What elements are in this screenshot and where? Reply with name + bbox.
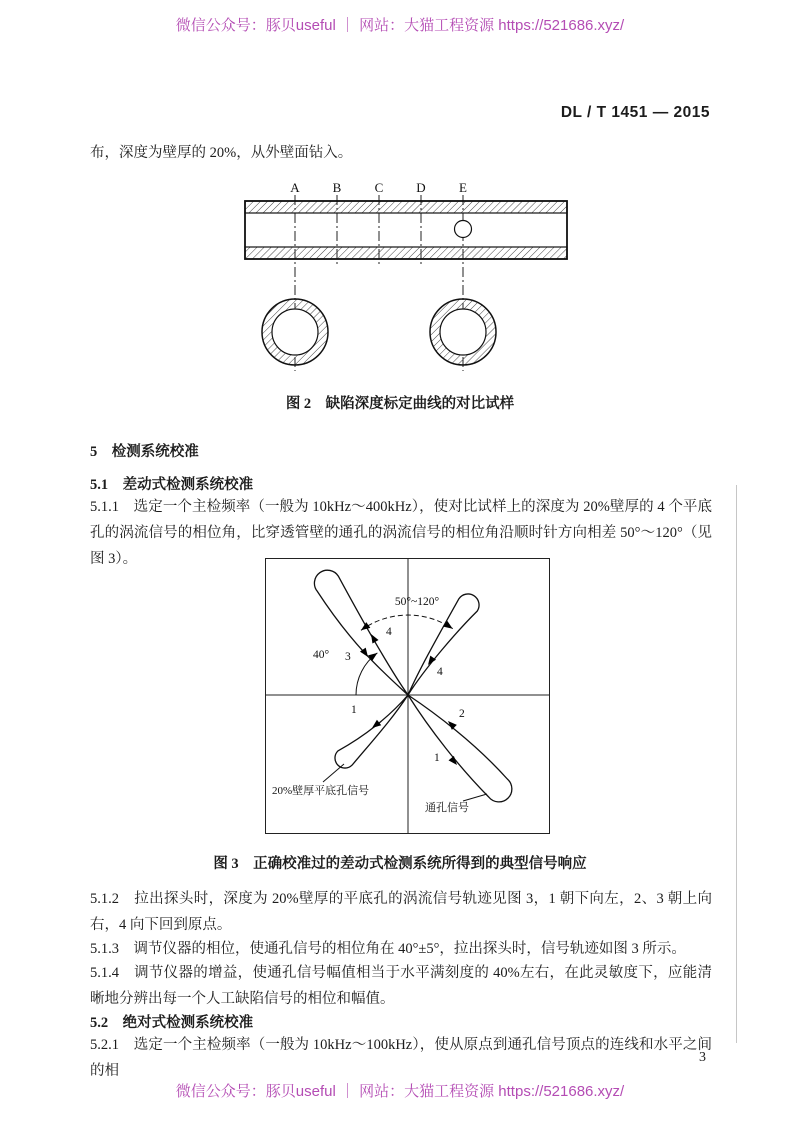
scan-margin-line — [736, 485, 737, 1043]
figure3-caption: 图 3 正确校准过的差动式检测系统所得到的典型信号响应 — [213, 856, 587, 872]
hole-position-labels — [290, 180, 467, 195]
paragraph-5-1-2: 5.1.2 拉出探头时，深度为 20%壁厚的平底孔的涡流信号轨迹见图 3，1 朝下向左，2、3 朝上向右，4 向下回到原点。 — [90, 891, 712, 933]
intro-paragraph: 布，深度为壁厚的 20%，从外壁面钻入。 — [90, 145, 353, 161]
tube-cross-section-right — [430, 299, 496, 365]
watermark-top: 微信公众号：豚贝useful ｜ 网站：大猫工程资源 https://521686.xyz/ — [175, 17, 625, 34]
trace-number: 4 — [386, 626, 392, 638]
through-hole-signal-label: 通孔信号 — [425, 802, 469, 814]
figure2-test-sample-diagram — [240, 172, 580, 374]
paragraph-5-1-1: 5.1.1 选定一个主检频率（一般为 10kHz～400kHz），使对比试样上的深度为 20%壁厚的 4 个平底孔的涡流信号的相位角，比穿透管壁的通孔的涡流信号的相位角沿顺时针方向相差 50°～120°（见图 3）。 — [90, 499, 712, 567]
flat-bottom-hole-signal-label: 20%壁厚平底孔信号 — [272, 785, 370, 797]
section-5-heading: 5 检测系统校准 — [90, 444, 199, 460]
section-5-2-heading: 5.2 绝对式检测系统校准 — [90, 1015, 254, 1031]
standard-number: DL / T 1451 — 2015 — [560, 104, 710, 121]
tube-longitudinal-section — [245, 201, 567, 259]
lobe-lower-left — [335, 695, 408, 768]
paragraph-5-1-3: 5.1.3 调节仪器的相位，使通孔信号的相位角在 40°±5°，拉出探头时，信号轨迹如图 3 所示。 — [90, 941, 686, 957]
figure3-signal-response-diagram — [265, 558, 550, 834]
lobe-upper-right — [408, 594, 479, 695]
trace-number: 1 — [434, 752, 440, 764]
watermark-bottom: 微信公众号：豚贝useful ｜ 网站：大猫工程资源 https://521686.xyz/ — [175, 1083, 625, 1100]
trace-number: 3 — [345, 651, 351, 663]
position-label-d: D — [416, 180, 426, 195]
angle-range-annotation — [359, 596, 455, 633]
trace-number: 1 — [351, 704, 357, 716]
trace-number: 4 — [437, 666, 443, 678]
paragraph-5-1-4: 5.1.4 调节仪器的增益，使通孔信号幅值相当于水平满刻度的 40%左右，在此灵敏度下，应能清晰地分辨出每一个人工缺陷信号的相位和幅值。 — [90, 965, 712, 1007]
angle-40-label: 40° — [313, 649, 330, 661]
paragraph-5-2-1: 5.2.1 选定一个主检频率（一般为 10kHz～100kHz），使从原点到通孔信号顶点的连线和水平之间的相 — [90, 1037, 712, 1079]
lobe-upper-left — [314, 570, 408, 695]
position-label-c: C — [374, 180, 384, 195]
figure2-caption: 图 2 缺陷深度标定曲线的对比试样 — [285, 396, 515, 412]
page-number: 3 — [699, 1050, 706, 1065]
position-label-e: E — [459, 180, 467, 195]
position-label-b: B — [332, 180, 342, 195]
callout-labels — [272, 764, 487, 814]
position-label-a: A — [290, 180, 300, 195]
tube-cross-section-left — [262, 299, 328, 365]
through-hole — [455, 221, 472, 238]
section-5-1-heading: 5.1 差动式检测系统校准 — [90, 477, 254, 493]
trace-number: 2 — [459, 708, 465, 720]
angle-range-label: 50°~120° — [394, 596, 440, 608]
